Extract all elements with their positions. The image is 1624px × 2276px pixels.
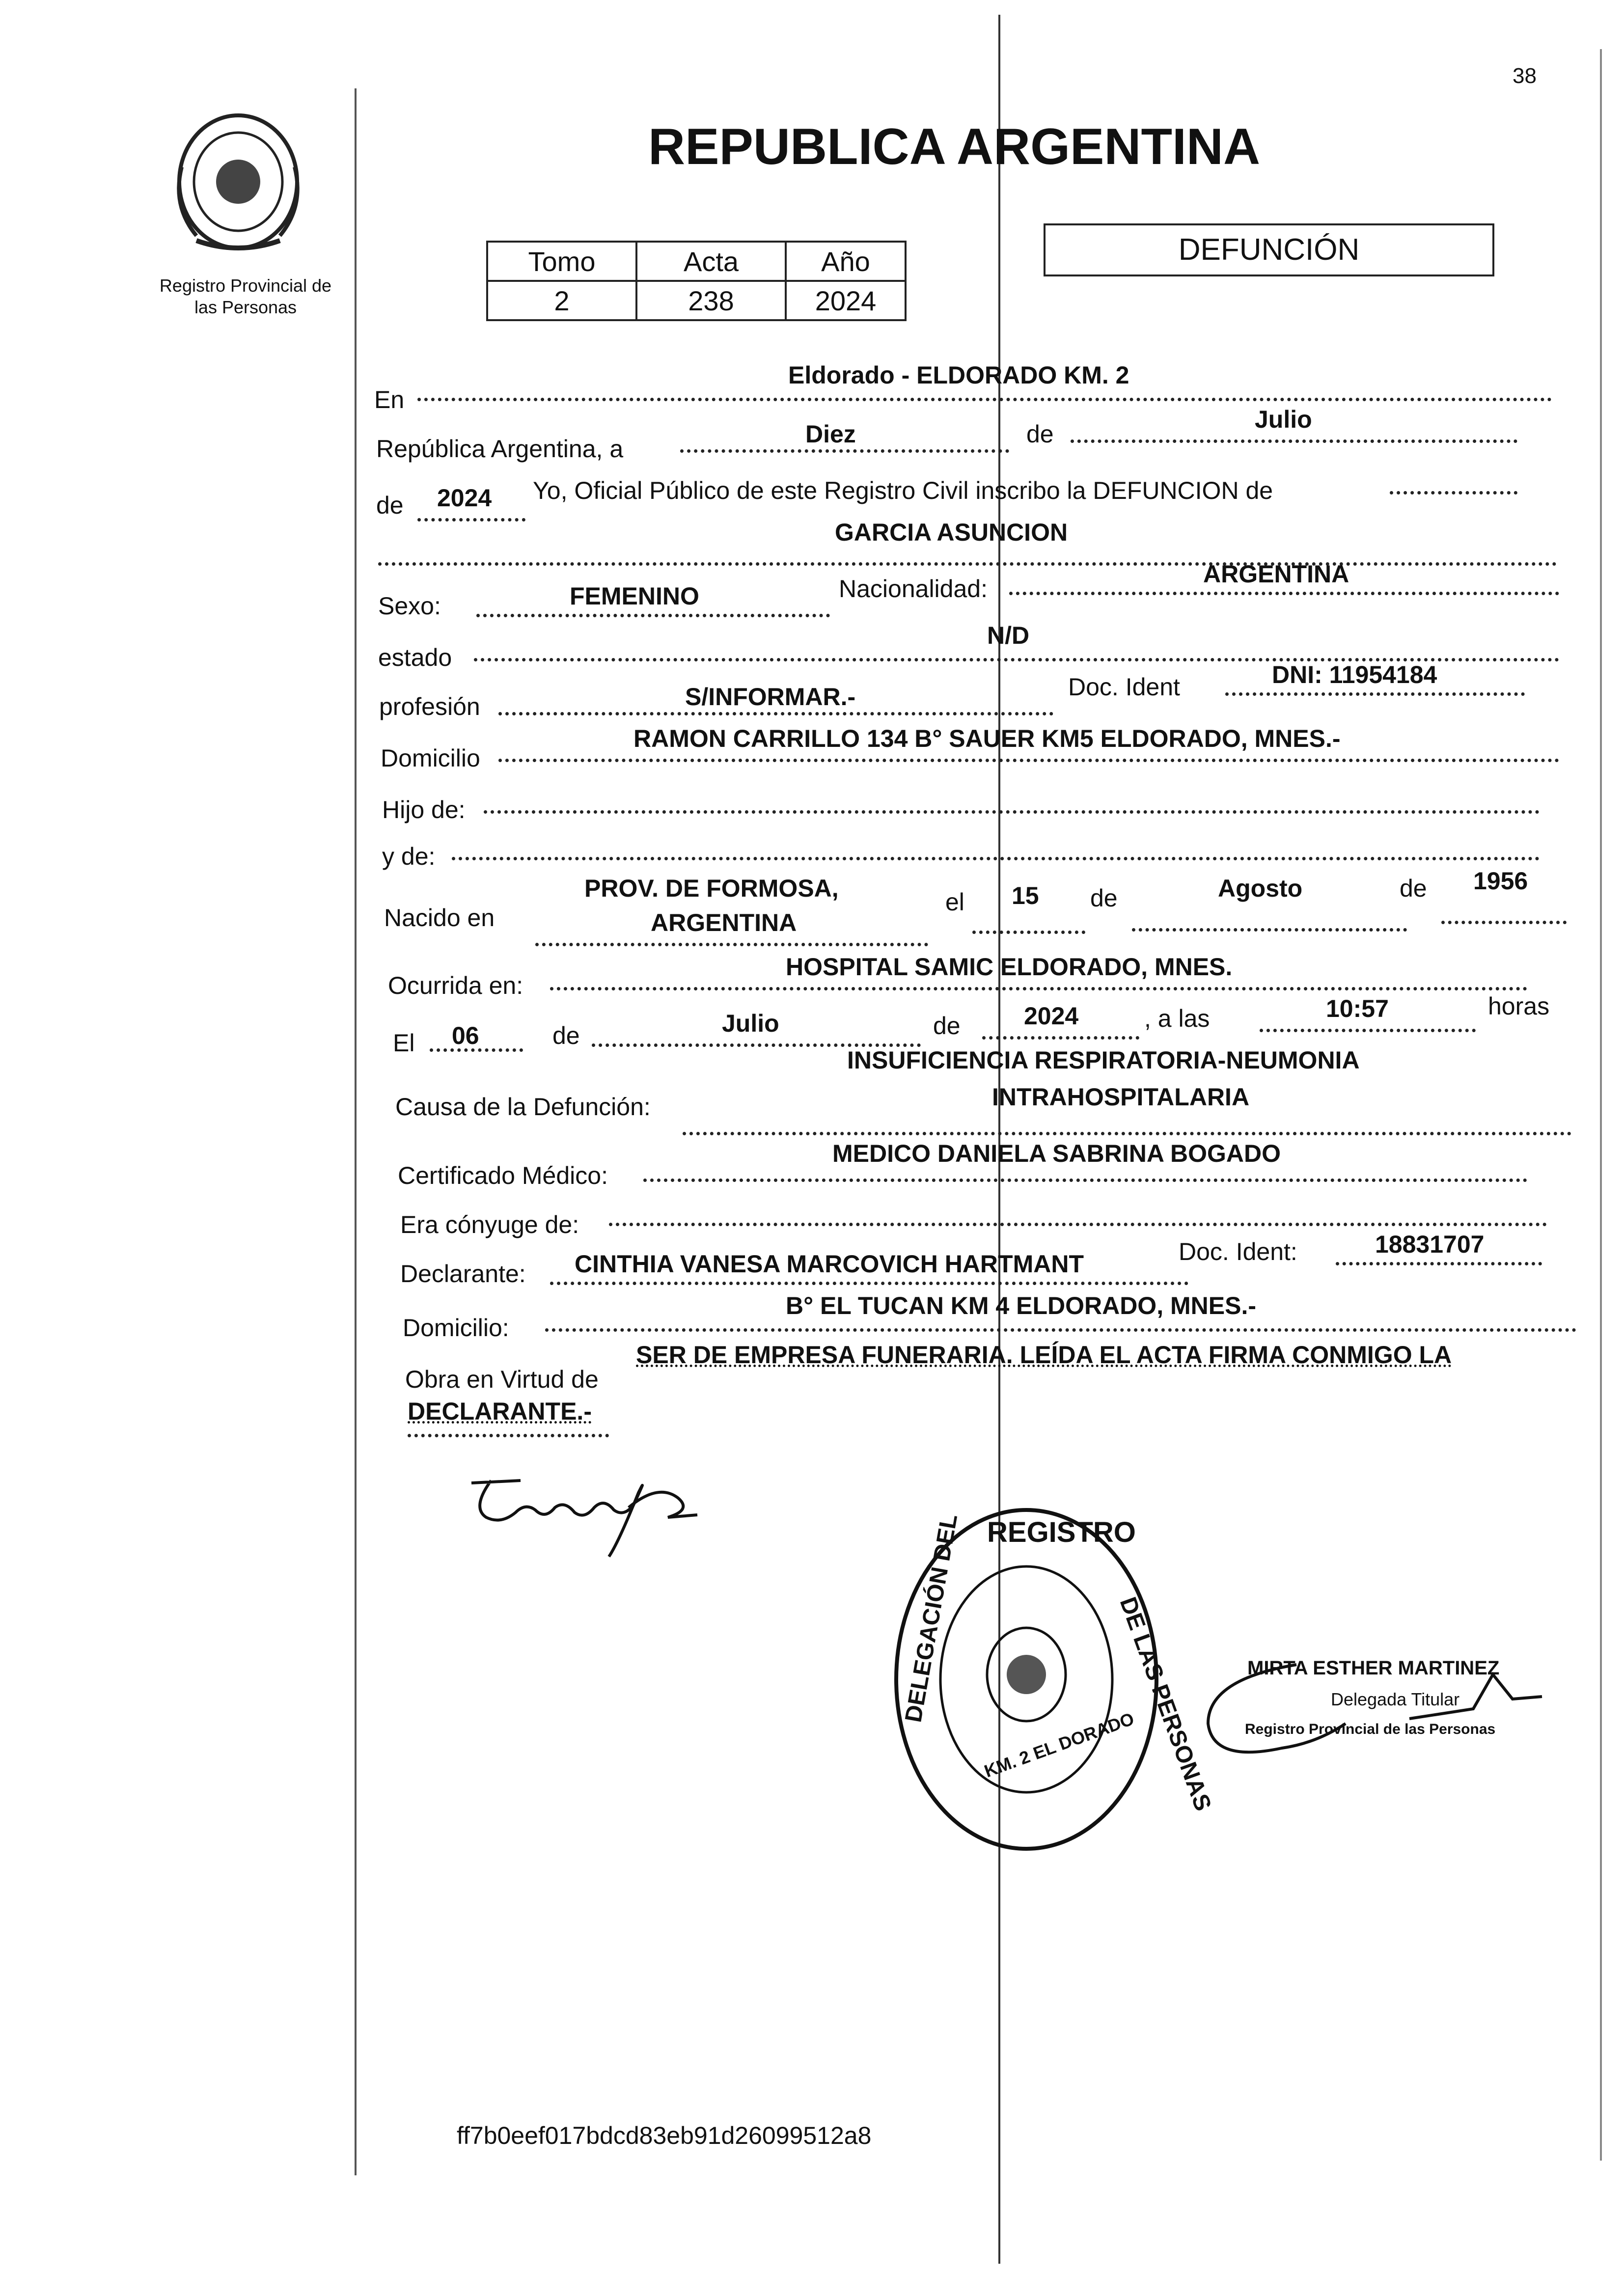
el2-label: El xyxy=(393,1029,415,1057)
ocurrida-dots xyxy=(550,987,1527,990)
def-anio: 2024 xyxy=(1024,1002,1079,1030)
estado-value: N/D xyxy=(987,622,1030,649)
en-value: Eldorado - ELDORADO KM. 2 xyxy=(788,361,1129,389)
certificado-dots xyxy=(643,1179,1527,1182)
en-label: En xyxy=(374,386,405,413)
obra-value-2: DECLARANTE.- xyxy=(408,1398,592,1425)
profesion-label: profesión xyxy=(379,693,480,720)
obra-value-1: SER DE EMPRESA FUNERARIA. LEÍDA EL ACTA FIRMA CONMIGO LA xyxy=(636,1341,1452,1369)
mes-dots xyxy=(1071,439,1517,443)
nacido-dots xyxy=(535,943,928,946)
sexo-value: FEMENINO xyxy=(570,582,699,610)
official-name: MIRTA ESTHER MARTINEZ xyxy=(1247,1657,1500,1679)
en-dots xyxy=(417,398,1552,401)
declarant-signature xyxy=(462,1463,707,1566)
nacido-value-2: ARGENTINA xyxy=(651,909,797,936)
de-label: de xyxy=(1026,420,1054,448)
doc-ident-label: Doc. Ident xyxy=(1068,673,1180,701)
act-reference-table xyxy=(486,241,907,321)
alas-label: , a las xyxy=(1144,1005,1210,1032)
declarante-label: Declarante: xyxy=(400,1260,526,1288)
registry-name-line2: las Personas xyxy=(194,297,297,317)
domicilio-label: Domicilio xyxy=(381,744,480,772)
registry-name xyxy=(142,275,349,318)
sexo-dots xyxy=(476,614,830,617)
document-hash: ff7b0eef017bdcd83eb91d26099512a8 xyxy=(457,2122,872,2149)
sexo-label: Sexo: xyxy=(378,592,441,620)
acta-value: 238 xyxy=(636,281,786,320)
act-type-box: DEFUNCIÓN xyxy=(1044,223,1494,276)
nacido-value-1: PROV. DE FORMOSA, xyxy=(584,875,839,902)
def-dia-dots xyxy=(430,1048,523,1052)
obra-dots xyxy=(408,1434,609,1437)
official-signature-block xyxy=(1198,1650,1552,1778)
ocurrida-value: HOSPITAL SAMIC ELDORADO, MNES. xyxy=(786,953,1233,981)
official-stamp xyxy=(889,1503,1216,1856)
el-label: el xyxy=(945,888,964,916)
nacionalidad-value: ARGENTINA xyxy=(1203,560,1349,588)
domicilio2-value: B° EL TUCAN KM 4 ELDORADO, MNES.- xyxy=(786,1292,1256,1319)
causa-dots xyxy=(683,1132,1571,1135)
profesion-value: S/INFORMAR.- xyxy=(685,683,856,711)
horas-label: horas xyxy=(1488,992,1550,1020)
doc2-label: Doc. Ident: xyxy=(1179,1238,1297,1265)
nac-anio-dots xyxy=(1441,921,1567,924)
doc-ident-value: DNI: 11954184 xyxy=(1272,661,1437,688)
left-margin-line xyxy=(355,88,357,2175)
hora-value: 10:57 xyxy=(1326,995,1389,1022)
page-number: 38 xyxy=(1513,64,1537,88)
ocurrida-label: Ocurrida en: xyxy=(388,972,523,999)
causa-value-1: INSUFICIENCIA RESPIRATORIA-NEUMONIA xyxy=(847,1046,1360,1074)
yde-dots xyxy=(452,857,1540,860)
nac-dia-dots xyxy=(972,931,1085,934)
causa-value-2: INTRAHOSPITALARIA xyxy=(992,1083,1250,1111)
obra-label: Obra en Virtud de xyxy=(405,1366,599,1393)
profesion-dots xyxy=(498,712,1053,715)
oficial-dots xyxy=(1390,491,1517,494)
tomo-header: Tomo xyxy=(487,242,636,281)
nacionalidad-label: Nacionalidad: xyxy=(839,575,988,603)
domicilio2-label: Domicilio: xyxy=(403,1314,509,1342)
domicilio2-dots xyxy=(545,1328,1576,1332)
dia-value: Diez xyxy=(805,420,856,448)
hijo-label: Hijo de: xyxy=(382,796,466,823)
right-margin-line xyxy=(1600,49,1602,2161)
nac-de-1: de xyxy=(1090,884,1118,912)
anio-value: 2024 xyxy=(786,281,906,320)
anio-header: Año xyxy=(786,242,906,281)
def-mes: Julio xyxy=(722,1010,779,1037)
svg-text:DE LAS PERSONAS: DE LAS PERSONAS xyxy=(1114,1593,1216,1814)
nac-de-2: de xyxy=(1400,875,1427,902)
nac-anio: 1956 xyxy=(1473,867,1528,895)
province-emblem xyxy=(167,108,309,255)
estado-label: estado xyxy=(378,644,452,671)
tomo-value: 2 xyxy=(487,281,636,320)
conyuge-label: Era cónyuge de: xyxy=(400,1211,579,1238)
official-role: Delegada Titular xyxy=(1331,1689,1460,1709)
nac-mes-dots xyxy=(1132,928,1407,932)
domicilio-dots xyxy=(498,759,1559,762)
de-3: de xyxy=(552,1022,580,1049)
de-4: de xyxy=(933,1012,961,1040)
certificado-value: MEDICO DANIELA SABRINA BOGADO xyxy=(832,1140,1281,1167)
page-title: REPUBLICA ARGENTINA xyxy=(648,118,1261,175)
acta-header: Acta xyxy=(636,242,786,281)
certificado-label: Certificado Médico: xyxy=(398,1162,608,1189)
declarante-dots xyxy=(550,1282,1188,1285)
def-dia: 06 xyxy=(452,1022,479,1049)
causa-label: Causa de la Defunción: xyxy=(395,1093,651,1121)
hora-dots xyxy=(1260,1029,1476,1032)
svg-text:DELEGACIÓN DEL: DELEGACIÓN DEL xyxy=(900,1512,963,1725)
nacionalidad-dots xyxy=(1009,592,1559,595)
svg-text:KM. 2 EL DORADO: KM. 2 EL DORADO xyxy=(981,1708,1137,1782)
declarante-value: CINTHIA VANESA MARCOVICH HARTMANT xyxy=(575,1250,1084,1278)
mes-value: Julio xyxy=(1255,406,1312,433)
deceased-name: GARCIA ASUNCION xyxy=(835,519,1068,546)
dia-dots xyxy=(680,449,1009,453)
doc-dots xyxy=(1225,692,1525,696)
official-office: Registro Provincial de las Personas xyxy=(1245,1721,1496,1737)
domicilio-value: RAMON CARRILLO 134 B° SAUER KM5 ELDORADO, MNES.- xyxy=(633,725,1341,752)
registry-name-line1: Registro Provincial de xyxy=(159,275,332,296)
def-anio-dots xyxy=(982,1036,1139,1040)
nac-mes: Agosto xyxy=(1218,875,1303,902)
anio-dots xyxy=(417,518,525,521)
yde-label: y de: xyxy=(382,843,436,870)
nacido-label: Nacido en xyxy=(384,904,495,932)
conyuge-dots xyxy=(609,1223,1547,1226)
nac-dia: 15 xyxy=(1012,882,1039,909)
svg-text:REGISTRO: REGISTRO xyxy=(987,1516,1136,1548)
nombre-dots xyxy=(378,562,1557,566)
hijo-dots xyxy=(484,810,1540,814)
de-label-2: de xyxy=(376,492,404,519)
doc2-value: 18831707 xyxy=(1375,1231,1485,1258)
anio-inscripcion: 2024 xyxy=(437,484,492,512)
republica-label: República Argentina, a xyxy=(376,435,624,463)
oficial-text: Yo, Oficial Público de este Registro Civil inscribo la DEFUNCION de xyxy=(533,477,1273,504)
doc2-dots xyxy=(1336,1262,1542,1265)
